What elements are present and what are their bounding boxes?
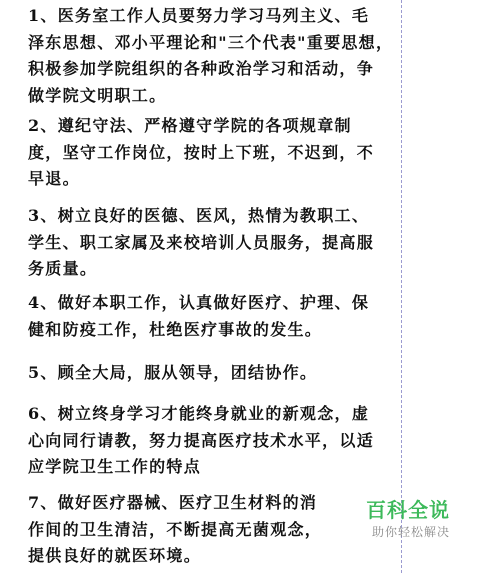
rule-paragraph-7: [28, 490, 400, 570]
paragraph-line: 5、顾全大局，服从领导，团结协作。: [28, 363, 318, 382]
rule-paragraph-2: [28, 113, 400, 193]
paragraph-line: 应学院卫生工作的特点: [28, 457, 202, 476]
paragraph-line: 学生、职工家属及来校培训人员服务，提高服: [28, 232, 375, 252]
paragraph-line: 心向同行请教，努力提高医疗技术水平，以适: [28, 430, 375, 450]
watermark-title: 百科全说: [366, 498, 450, 522]
site-watermark: [366, 497, 456, 547]
rule-paragraph-6: [28, 401, 400, 481]
rule-paragraph-4: [28, 290, 400, 343]
paragraph-line: 泽东思想、邓小平理论和"三个代表"重要思想，: [28, 32, 394, 52]
rule-paragraph-5: [28, 360, 400, 387]
paragraph-line: 6、树立终身学习才能终身就业的新观念，虚: [28, 404, 370, 423]
paragraph-line: 度，坚守工作岗位，按时上下班，不迟到，不: [28, 142, 375, 162]
paragraph-line: 积极参加学院组织的各种政治学习和活动，争: [28, 59, 375, 78]
paragraph-line: 提供良好的就医环境。: [28, 546, 202, 565]
margin-guide-line: [401, 0, 402, 573]
watermark-subtitle: 助你轻松解决: [372, 525, 451, 539]
paragraph-line: 3、树立良好的医德、医风，热情为教职工、: [28, 206, 370, 225]
paragraph-line: 7、做好医疗器械、医疗卫生材料的消: [28, 493, 318, 512]
paragraph-line: 做学院文明职工。: [28, 85, 167, 105]
paragraph-line: 作间的卫生清洁，不断提高无菌观念，: [28, 519, 323, 539]
paragraph-line: 4、做好本职工作，认真做好医疗、护理、保: [28, 293, 370, 312]
paragraph-line: 务质量。: [28, 259, 98, 278]
rule-paragraph-1: [28, 3, 400, 109]
paragraph-line: 2、遵纪守法、严格遵守学院的各项规章制: [28, 116, 352, 135]
paragraph-line: 1、医务室工作人员要努力学习马列主义、毛: [28, 6, 370, 25]
paragraph-line: 早退。: [28, 169, 80, 188]
rule-paragraph-3: [28, 203, 400, 283]
paragraph-line: 健和防疫工作，杜绝医疗事故的发生。: [28, 319, 323, 339]
